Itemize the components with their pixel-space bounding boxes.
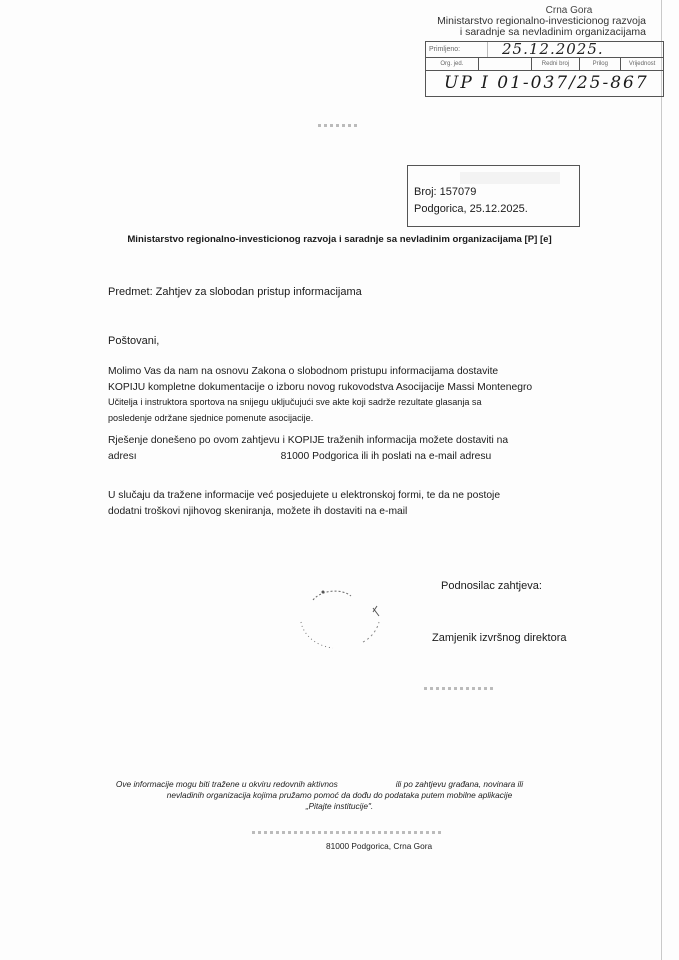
address-prefix: adresı — [108, 450, 137, 462]
stamp-received-label: Primljeno: — [426, 42, 488, 57]
applicant-label: Podnosilac zahtjeva: — [441, 580, 542, 592]
footer-line — [0, 779, 679, 790]
body-line: Molimo Vas da nam na osnovu Zakona o slobodnom pristupu informacijama dostavite — [108, 366, 499, 377]
scan-mark — [318, 124, 360, 127]
stamp-country: Crna Gora — [545, 5, 593, 16]
stamp-col-attach: Prilog — [580, 58, 621, 70]
registry-stamp — [430, 5, 668, 38]
stamp-table — [425, 41, 664, 97]
footer-address: 81000 Podgorica, Crna Gora — [326, 841, 433, 851]
page-edge-line — [661, 0, 662, 960]
stamp-col-value: Vrijednost — [628, 61, 656, 67]
addressee: Ministarstvo regionalno-investicionog razvoja i saradnje sa nevladinim organizacijama [P] [e] — [127, 234, 552, 245]
stamp-col-class — [479, 58, 532, 70]
body-paragraph-3 — [108, 488, 578, 519]
scan-mark — [424, 687, 494, 690]
footer-note — [0, 779, 679, 812]
body-paragraph-2 — [108, 433, 578, 464]
stamp-ministry-line1: Ministarstvo regionalno-investicionog razvoja — [437, 15, 646, 27]
signature-mark — [293, 582, 385, 654]
redacted-name — [420, 682, 520, 696]
body-paragraph-1 — [108, 364, 578, 426]
footer-line1-end: ili po zahtjevu građana, novinara ili — [395, 779, 524, 789]
stamp-file-number: UP I 01-037/25-867 — [444, 73, 649, 93]
body-line: KOPIJU kompletne dokumentacije o izboru novog rukovodstva Asocijacije Massi Montenegro — [108, 381, 533, 393]
signatory-role: Zamjenik izvršnog direktora — [432, 632, 567, 644]
stamp-ministry-line2: i saradnje sa nevladinim organizacijama — [459, 26, 646, 38]
subject-line: Predmet: Zahtjev za slobodan pristup informacijama — [108, 286, 362, 298]
stamp-header-row — [426, 58, 663, 71]
stamp-received-date: 25.12.2025. — [502, 40, 604, 58]
stamp-col-seq: Redni broj — [532, 58, 581, 70]
reference-box — [407, 165, 580, 227]
stamp-file-row — [426, 71, 663, 96]
body-line: Rješenje donešeno po ovom zahtjevu i KOPIJE traženih informacija možete dostaviti na — [108, 435, 509, 446]
body-line: U slučaju da tražene informacije već posjedujete u elektronskoj formi, te da ne postoje — [108, 490, 501, 501]
redacted-footer-line — [252, 831, 442, 834]
footer-line: „Pitajte institucije". — [305, 801, 374, 811]
greeting: Poštovani, — [108, 335, 160, 347]
body-line: posledenje održane sjednice pomenute asocijacije. — [108, 412, 314, 423]
stamp-received-row — [426, 42, 663, 58]
address-suffix: 81000 Podgorica ili ih poslati na e-mail adresu — [280, 450, 492, 462]
body-line: Učitelja i instruktora sportova na snijegu uključujući sve akte koji sadrže rezultate glasanja sa — [108, 397, 482, 407]
reference-number: Broj: 157079 — [414, 186, 477, 198]
body-line — [108, 449, 578, 465]
body-line: dodatni troškovi njihovog skeniranja, možete ih dostaviti na e-mail — [108, 505, 408, 517]
reference-place-date: Podgorica, 25.12.2025. — [414, 203, 528, 215]
footer-line: nevladinih organizacija kojima pružamo pomoć da dođu do podataka putem mobilne aplikacije — [166, 790, 513, 800]
stamp-col-org: Org. jed. — [426, 58, 479, 70]
footer-line1-start: Ove informacije mogu biti tražene u okviru redovnih aktivnos — [115, 779, 338, 789]
